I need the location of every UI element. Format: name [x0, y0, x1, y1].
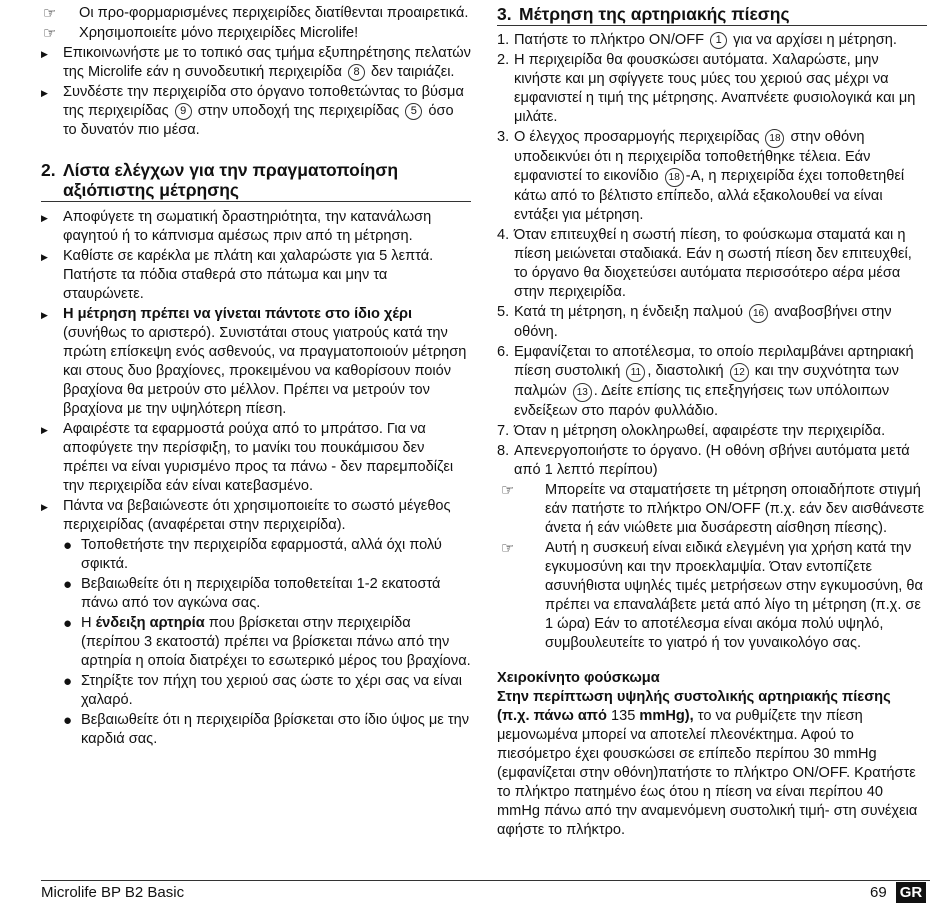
triangle-bullet-icon: ▶: [41, 88, 48, 98]
list-item-step: [497, 226, 927, 302]
triangle-bullet-icon: ▶: [41, 213, 48, 223]
list-item: [63, 614, 471, 671]
list-item-text: Η μέτρηση πρέπει να γίνεται πάντοτε στο ίδιο χέρι (συνήθως το αριστερό). Συνιστάται στους γιατρούς κατά την πρώτη επίσκεψη ενός ασθενούς, να πραγματοποιούν μέτρηση και στους δυο βραχίονες, προκειμένου να καθορίσουν ποιόν βραχίονα θα μετρούν στο μέλλον. Πρέπει να μετρούν τον βραχίονα με την υψηλότερη πίεση.: [63, 306, 467, 417]
step-number: 4.: [497, 227, 510, 243]
language-badge: GR: [896, 882, 926, 903]
pointing-hand-icon: ☞: [43, 5, 57, 22]
footer-divider: [41, 880, 930, 881]
bold-phrase: Στην περίπτωση υψηλής συστολικής αρτηριακής πίεσης (π.χ. πάνω από: [497, 689, 891, 724]
list-item-text: Κατά τη μέτρηση, η ένδειξη παλμού 16 αναβοσβήνει στην οθόνη.: [514, 304, 892, 340]
reference-number: 16: [749, 304, 768, 323]
section-3-heading: [497, 4, 927, 26]
list-item-text: Η περιχειρίδα θα φουσκώσει αυτόματα. Χαλαρώστε, μην κινήστε και μη σφίγγετε τους μύες του χεριού σας μέχρι να εμφανιστεί η τιμή της μέτρησης. Αναπνέετε φυσιολογικά και μη μιλάτε.: [514, 52, 916, 125]
section-3-title: Μέτρηση της αρτηριακής πίεσης: [519, 4, 790, 24]
list-item-text: Τοποθετήστε την περιχειρίδα εφαρμοστά, αλλά όχι πολύ σφικτά.: [81, 537, 442, 572]
reference-number: 18: [665, 168, 684, 187]
bold-phrase: mmHg),: [639, 708, 694, 724]
list-item-step: [497, 128, 927, 225]
intro-list: [41, 4, 471, 140]
reference-number: 11: [626, 363, 645, 382]
list-item-text: Αυτή η συσκευή είναι ειδικά ελεγμένη για χρήση κατά την εγκυμοσύνη και την προεκλαμψία. Όταν εντοπίζετε ασυνήθιστα υψηλές τιμές μετρήσεων στην εγκυμοσύνη, θα πρέπει να επαναλάβετε μετά από λίγο τη μέτρηση (π.χ. σε 1 ώρα) Εάν το αποτέλεσμα είναι ακόμα πολύ υψηλό, συμβουλευτείτε το γιατρό ή τον γυναικολόγο σας.: [545, 540, 923, 651]
list-item-text: Όταν η μέτρηση ολοκληρωθεί, αφαιρέστε την περιχειρίδα.: [514, 423, 886, 439]
list-item-text: Πατήστε το πλήκτρο ON/OFF 1 για να αρχίσει η μέτρηση.: [514, 32, 897, 48]
section-2-number: 2.: [41, 160, 56, 180]
step-number: 6.: [497, 344, 510, 360]
list-item-text: Οι προ-φορμαρισμένες περιχειρίδες διατίθενται προαιρετικά.: [79, 5, 469, 21]
list-item: [41, 305, 471, 419]
measurement-notes: [497, 481, 927, 653]
list-item: [63, 575, 471, 613]
step-number: 7.: [497, 423, 510, 439]
list-item: [41, 247, 471, 304]
list-item-step: [497, 442, 927, 480]
triangle-bullet-icon: ▶: [41, 502, 48, 512]
list-item-step: [497, 343, 927, 421]
list-item: [497, 481, 927, 538]
manual-inflation-text: Στην περίπτωση υψηλής συστολικής αρτηριακής πίεσης (π.χ. πάνω από 135 mmHg), το να ρυθμίζετε την πίεση μεμονωμένα μπορεί να αποτελεί πλεονέκτημα. Αφού το πιεσόμετρο έχει φουσκώσει σε επίπεδο περίπου 30 mmHg (εμφανίζεται στην οθόνη)πατήστε το πλήκτρο ON/OFF. Κρατήστε το πλήκτρο πατημένο έως ότου η πίεση να είναι περίπου 40 mmHg πάνω από την αναμενόμενη συστολική τιμή- στη συνέχεια αφήστε το πλήκτρο.: [497, 689, 918, 838]
list-item-text: Στηρίξτε τον πήχη του χεριού σας ώστε το χέρι σας να είναι χαλαρό.: [81, 673, 463, 708]
list-item: [63, 711, 471, 749]
list-item-text: Συνδέστε την περιχειρίδα στο όργανο τοποθετώντας το βύσμα της περιχειρίδας 9 στην υποδοχή της περιχειρίδας 5 όσο το δυνατόν πιο μέσα.: [63, 84, 464, 138]
triangle-bullet-icon: ▶: [41, 252, 48, 262]
list-item-text: Βεβαιωθείτε ότι η περιχειρίδα τοποθετείται 1-2 εκατοστά πάνω από τον αγκώνα σας.: [81, 576, 441, 611]
list-item: [63, 536, 471, 574]
triangle-bullet-icon: ▶: [41, 310, 48, 320]
list-item: [41, 83, 471, 140]
step-number: 3.: [497, 129, 510, 145]
triangle-bullet-icon: ▶: [41, 49, 48, 59]
list-item-text: Χρησιμοποιείτε μόνο περιχειρίδες Microlife!: [79, 25, 359, 41]
bullet-dot-icon: ●: [63, 712, 73, 729]
list-item: [497, 539, 927, 653]
reference-number: 8: [348, 64, 365, 81]
list-item-text: Μπορείτε να σταματήσετε τη μέτρηση οποιαδήποτε στιγμή εάν πατήστε το πλήκτρο ON/OFF (π.χ. εάν δεν αισθάνεστε άνετα ή εάν νιώθετε μια δυσάρεστη αίσθηση πίεσης).: [545, 482, 925, 536]
reference-number: 12: [730, 363, 749, 382]
list-item-text: Ο έλεγχος προσαρμογής περιχειρίδας 18 στην οθόνη υποδεικνύει ότι η περιχειρίδα τοποθετήθηκε τέλεια. Εάν εμφανιστεί το εικονίδιο 18 -A, η περιχειρίδα έχει τοποθετηθεί κάτω από το βέλτιστο επίπεδο, αλλά εξακολουθεί να είναι εντάξει για μέτρηση.: [514, 129, 905, 223]
reference-number: 18: [765, 129, 784, 148]
list-item-text: Βεβαιωθείτε ότι η περιχειρίδα βρίσκεται στο ίδιο ύψος με την καρδιά σας.: [81, 712, 470, 747]
section-2-title-line1: Λίστα ελέγχων για την πραγματοποίηση: [63, 160, 399, 180]
footer-model: Microlife BP B2 Basic: [41, 884, 185, 901]
list-item-text: Επικοινωνήστε με το τοπικό σας τμήμα εξυπηρέτησης πελατών της Microlife εάν η συνοδευτική περιχειρίδα 8 δεν ταιριάζει.: [63, 45, 471, 80]
list-item-text: Εμφανίζεται το αποτέλεσμα, το οποίο περιλαμβάνει αρτηριακή πίεση συστολική 11 , διαστολική 12 και την συχνότητα των παλμών 13 . Δείτε επίσης τις επεξηγήσεις των υπόλοιπων ενδείξεων στο παρόν φυλλάδιο.: [514, 344, 914, 419]
list-item: [41, 497, 471, 535]
manual-inflation-heading: Χειροκίνητο φούσκωμα: [497, 670, 660, 686]
triangle-bullet-icon: ▶: [41, 425, 48, 435]
list-item-step: [497, 303, 927, 342]
pointing-hand-icon: ☞: [501, 540, 515, 557]
step-number: 1.: [497, 32, 510, 48]
section-2-title-line2: αξιόπιστης μέτρησης: [63, 180, 239, 200]
measurement-steps: [497, 31, 927, 480]
list-item-text: Αφαιρέστε τα εφαρμοστά ρούχα από το μπράτσο. Για να αποφύγετε την περίσφιξη, το μανίκι του πουκάμισου δεν πρέπει να είναι γυρισμένο προς τα πάνω - δεν παρεμποδίζει την περιχειρίδα εάν είναι κατεβασμένο.: [63, 421, 454, 494]
page-number: 69: [870, 884, 887, 901]
reference-number: 13: [573, 383, 592, 402]
list-item-step: [497, 31, 927, 50]
bullet-dot-icon: ●: [63, 537, 73, 554]
step-number: 2.: [497, 52, 510, 68]
step-number: 5.: [497, 304, 510, 320]
reference-number: 1: [710, 32, 727, 49]
bullet-dot-icon: ●: [63, 576, 73, 593]
list-item-text: Πάντα να βεβαιώνεστε ότι χρησιμοποιείτε το σωστό μέγεθος περιχειρίδας (αναφέρεται στην περιχειρίδα).: [63, 498, 451, 533]
list-item: [63, 672, 471, 710]
pointing-hand-icon: ☞: [43, 25, 57, 42]
list-item-text: Η ένδειξη αρτηρία που βρίσκεται στην περιχειρίδα (περίπου 3 εκατοστά) πρέπει να βρίσκεται πάνω από την αρτηρία η οποία διατρέχει το εσωτερικό μέρος του βραχίονα.: [81, 615, 471, 669]
section-2-heading: [41, 160, 471, 202]
section-3-number: 3.: [497, 4, 512, 24]
left-column: [41, 4, 471, 750]
checklist: [41, 208, 471, 749]
list-item-text: Απενεργοποιήστε το όργανο. (Η οθόνη σβήνει αυτόματα μετά από 1 λεπτό περίπου): [514, 443, 910, 478]
list-item: [41, 420, 471, 496]
list-item: [41, 24, 471, 43]
list-item-step: [497, 422, 927, 441]
list-item-text: Όταν επιτευχθεί η σωστή πίεση, το φούσκωμα σταματά και η πίεση μειώνεται σταδιακά. Εάν η σωστή πίεση δεν επιτευχθεί, το όργανο θα διοχετεύσει αυτόματα περισσότερο αέρα μέσα στην περιχειρίδα.: [514, 227, 912, 300]
list-item-step: [497, 51, 927, 127]
list-item: [41, 208, 471, 246]
list-item-text: Καθίστε σε καρέκλα με πλάτη και χαλαρώστε για 5 λεπτά. Πατήστε τα πόδια σταθερά στο πάτωμα και μην τα σταυρώνετε.: [63, 248, 434, 302]
list-item: [41, 4, 471, 23]
reference-number: 9: [175, 103, 192, 120]
bullet-dot-icon: ●: [63, 673, 73, 690]
list-item: [41, 44, 471, 82]
list-item-text: Αποφύγετε τη σωματική δραστηριότητα, την κατανάλωση φαγητού ή το κάπνισμα αμέσως πριν από τη μέτρηση.: [63, 209, 432, 244]
bullet-dot-icon: ●: [63, 615, 73, 632]
step-number: 8.: [497, 443, 510, 459]
right-column: [497, 4, 927, 840]
reference-number: 5: [405, 103, 422, 120]
pointing-hand-icon: ☞: [501, 482, 515, 499]
